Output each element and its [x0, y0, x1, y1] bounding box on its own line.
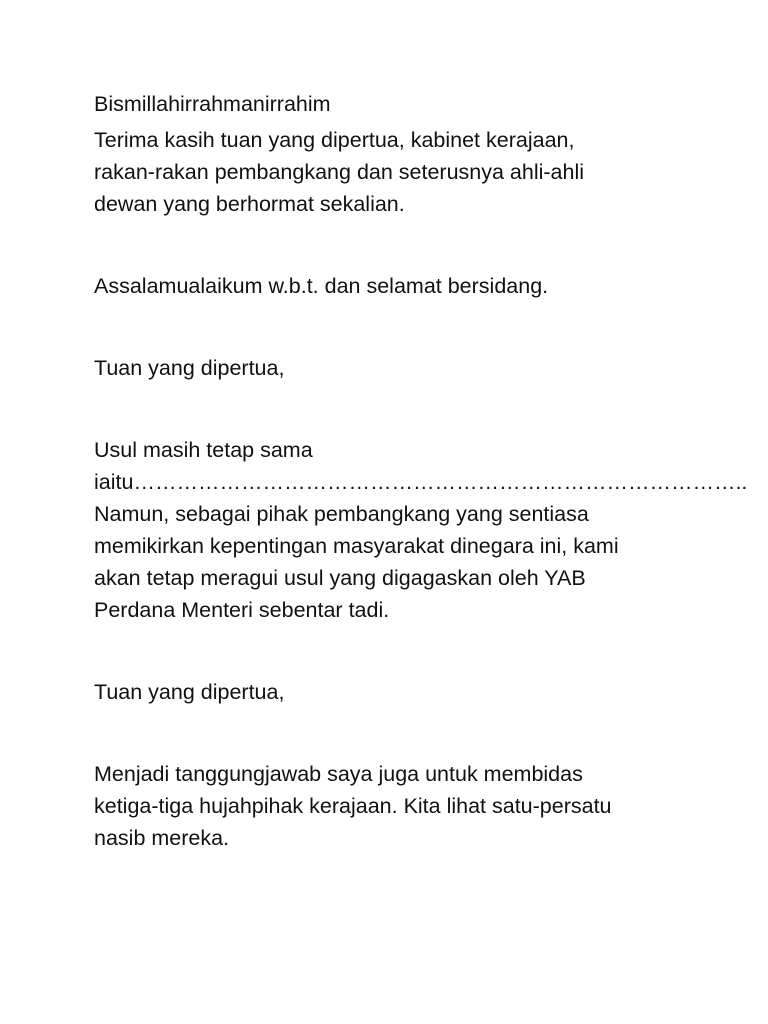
responsibility-paragraph: Menjadi tanggungjawab saya juga untuk membidas ketiga-tiga hujahpihak kerajaan. Kita lihat satu-persatu nasib mereka. — [94, 762, 612, 850]
spacer — [94, 384, 694, 434]
spacer — [94, 708, 694, 758]
speech-document — [94, 88, 748, 854]
opening-line: Bismillahirrahmanirrahim — [94, 92, 331, 116]
motion-paragraph: Usul masih tetap sama iaitu………………………………………………………………………….. Namun, sebagai pihak pembangkang yang sentiasa memikirkan kepentingan masyarakat dinegara ini, kami akan tetap meragui usul yang digagaskan oleh YAB Perdana Menteri sebentar tadi. — [94, 438, 748, 622]
spacer — [94, 302, 694, 352]
address-paragraph: Tuan yang dipertua, — [94, 680, 285, 704]
spacer — [94, 220, 694, 270]
address-paragraph: Tuan yang dipertua, — [94, 356, 285, 380]
greeting-paragraph: Assalamualaikum w.b.t. dan selamat bersidang. — [94, 274, 549, 298]
thanks-paragraph: Terima kasih tuan yang dipertua, kabinet kerajaan, rakan-rakan pembangkang dan seterusnya ahli-ahli dewan yang berhormat sekalian. — [94, 128, 585, 216]
spacer — [94, 626, 694, 676]
